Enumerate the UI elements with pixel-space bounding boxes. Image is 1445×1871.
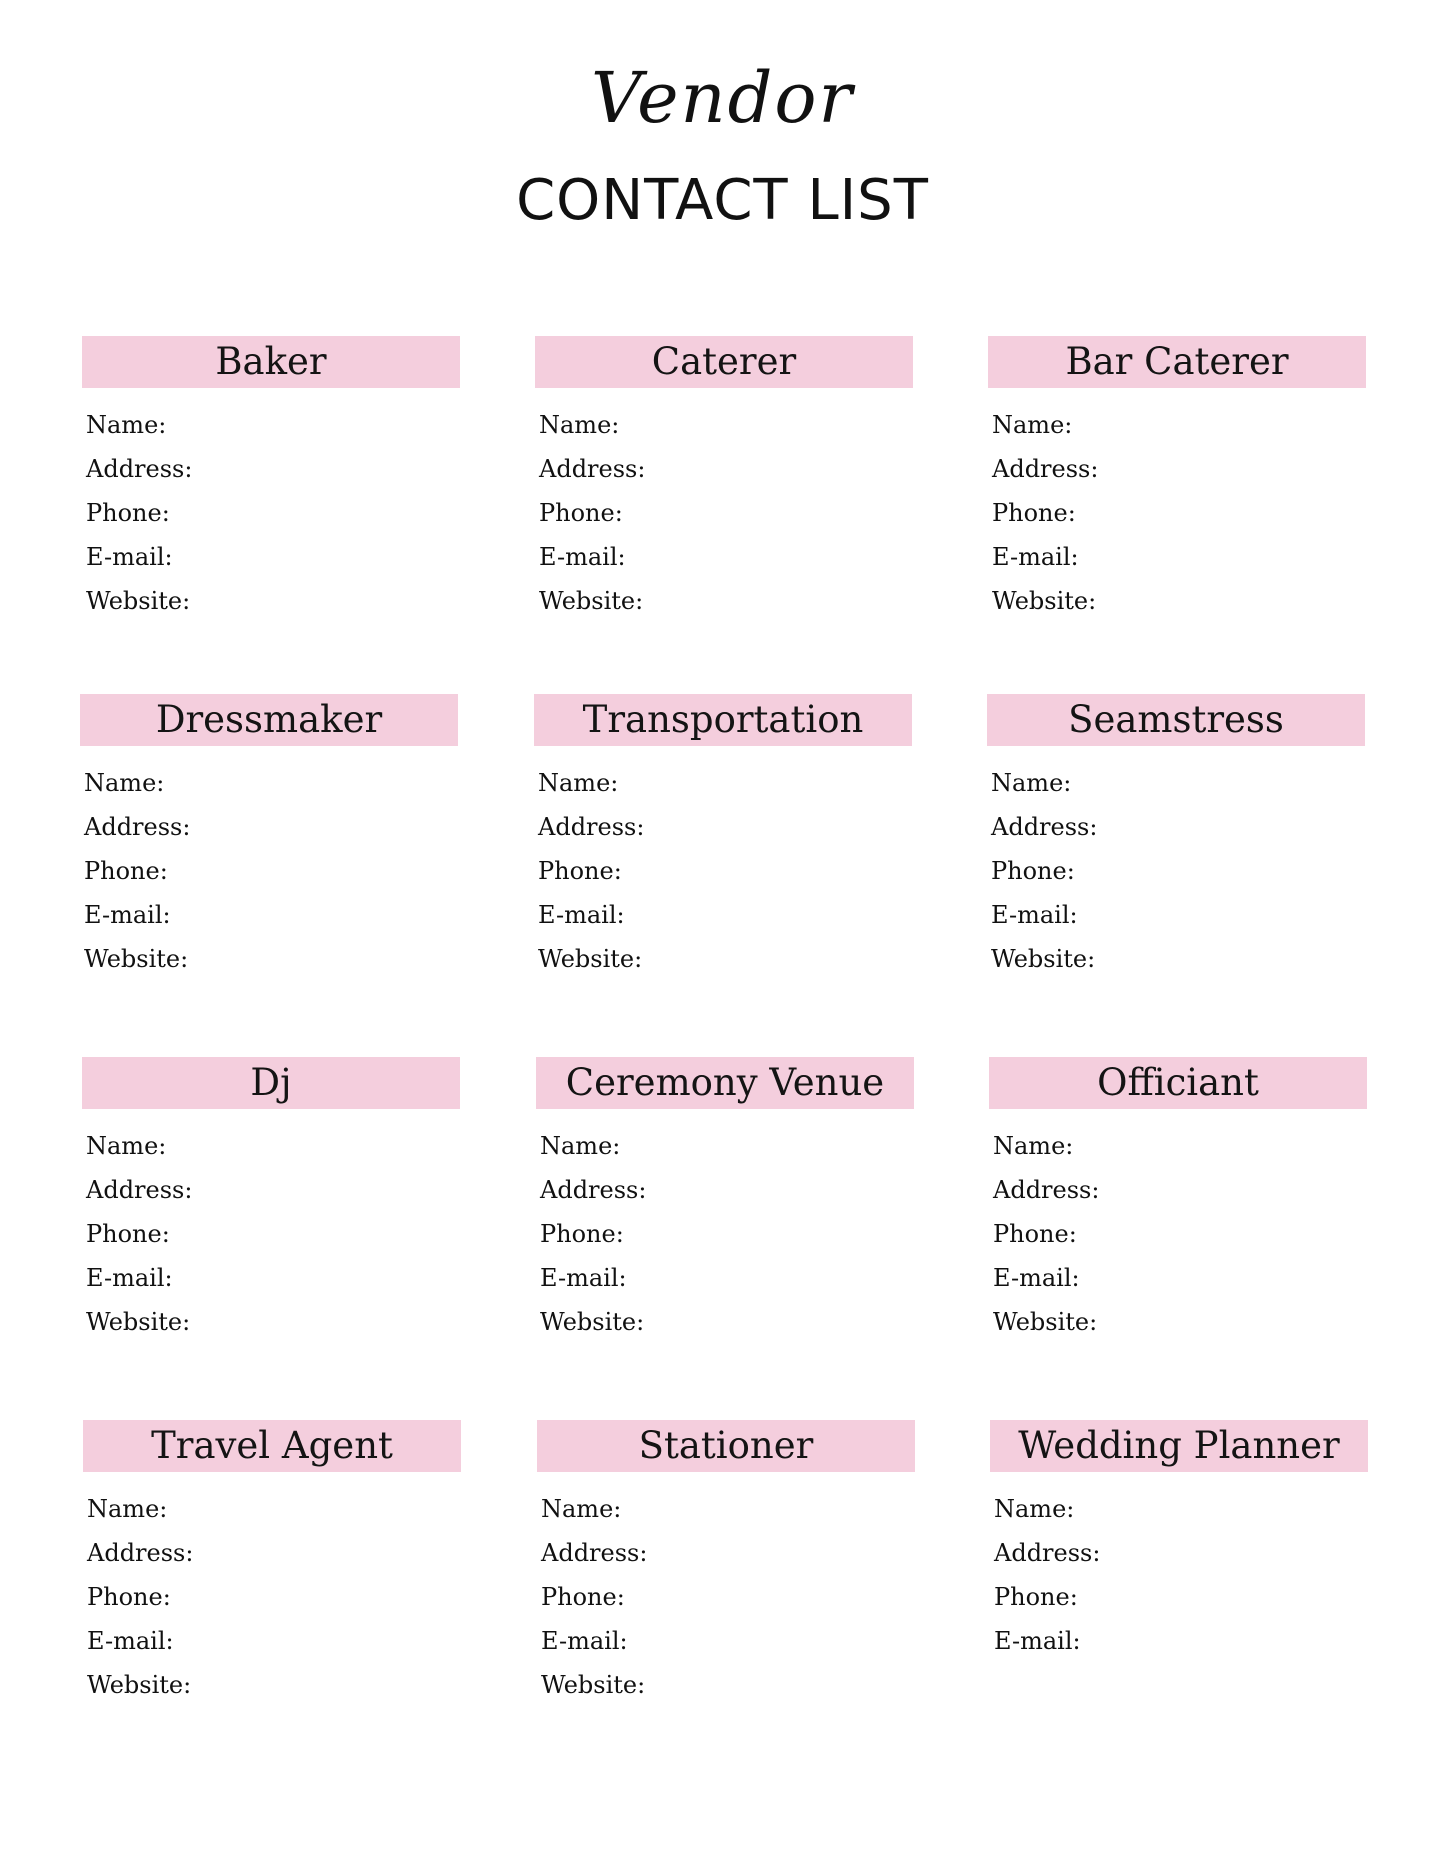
field-website: Website:	[540, 1308, 645, 1336]
field-list	[989, 1124, 1367, 1344]
page-header	[0, 0, 1445, 260]
field-phone: Phone:	[991, 857, 1075, 885]
vendor-card-dressmaker	[80, 694, 458, 981]
field-website: Website:	[541, 1671, 646, 1699]
field-email: E-mail:	[86, 543, 173, 571]
main-title: CONTACT LIST	[516, 168, 929, 233]
field-email: E-mail:	[540, 1264, 627, 1292]
field-list	[537, 1487, 915, 1707]
card-title: Bar Caterer	[988, 336, 1366, 388]
field-name: Name:	[991, 769, 1072, 797]
field-name: Name:	[993, 1132, 1074, 1160]
script-title: Vendor	[590, 57, 855, 139]
field-phone: Phone:	[539, 499, 623, 527]
field-list	[534, 761, 912, 981]
field-email: E-mail:	[994, 1627, 1081, 1655]
field-phone: Phone:	[993, 1220, 1077, 1248]
field-address: Address:	[540, 1176, 647, 1204]
field-website: Website:	[87, 1671, 192, 1699]
field-name: Name:	[86, 1132, 167, 1160]
vendor-card-seamstress	[987, 694, 1365, 981]
field-address: Address:	[86, 455, 193, 483]
card-title: Baker	[82, 336, 460, 388]
field-list	[82, 403, 460, 623]
field-website: Website:	[992, 587, 1097, 615]
field-address: Address:	[538, 813, 645, 841]
field-name: Name:	[541, 1495, 622, 1523]
card-title: Officiant	[989, 1057, 1367, 1109]
field-website: Website:	[538, 945, 643, 973]
field-website: Website:	[86, 1308, 191, 1336]
vendor-card-baker	[82, 336, 460, 623]
field-name: Name:	[540, 1132, 621, 1160]
field-website: Website:	[993, 1308, 1098, 1336]
card-title: Seamstress	[987, 694, 1365, 746]
vendor-card-transportation	[534, 694, 912, 981]
field-email: E-mail:	[84, 901, 171, 929]
field-email: E-mail:	[993, 1264, 1080, 1292]
field-address: Address:	[86, 1176, 193, 1204]
vendor-card-caterer	[535, 336, 913, 623]
field-name: Name:	[87, 1495, 168, 1523]
field-list	[80, 761, 458, 981]
card-title: Dressmaker	[80, 694, 458, 746]
field-email: E-mail:	[538, 901, 625, 929]
field-phone: Phone:	[994, 1583, 1078, 1611]
card-title: Stationer	[537, 1420, 915, 1472]
field-name: Name:	[994, 1495, 1075, 1523]
field-phone: Phone:	[84, 857, 168, 885]
vendor-card-ceremony-venue	[536, 1057, 914, 1344]
field-list	[83, 1487, 461, 1707]
field-address: Address:	[539, 455, 646, 483]
field-address: Address:	[994, 1539, 1101, 1567]
card-title: Transportation	[534, 694, 912, 746]
card-title: Ceremony Venue	[536, 1057, 914, 1109]
field-list	[536, 1124, 914, 1344]
field-list	[987, 761, 1365, 981]
field-address: Address:	[992, 455, 1099, 483]
field-website: Website:	[991, 945, 1096, 973]
field-phone: Phone:	[992, 499, 1076, 527]
card-title: Travel Agent	[83, 1420, 461, 1472]
card-title: Wedding Planner	[990, 1420, 1368, 1472]
vendor-card-wedding-planner	[990, 1420, 1368, 1663]
field-address: Address:	[991, 813, 1098, 841]
field-name: Name:	[84, 769, 165, 797]
vendor-card-travel-agent	[83, 1420, 461, 1707]
field-list	[535, 403, 913, 623]
vendor-card-stationer	[537, 1420, 915, 1707]
vendor-card-officiant	[989, 1057, 1367, 1344]
vendor-card-dj	[82, 1057, 460, 1344]
field-list	[82, 1124, 460, 1344]
field-name: Name:	[538, 769, 619, 797]
field-email: E-mail:	[992, 543, 1079, 571]
field-address: Address:	[993, 1176, 1100, 1204]
field-website: Website:	[539, 587, 644, 615]
field-list	[990, 1487, 1368, 1663]
field-phone: Phone:	[86, 1220, 170, 1248]
vendor-card-bar-caterer	[988, 336, 1366, 623]
field-website: Website:	[86, 587, 191, 615]
field-address: Address:	[541, 1539, 648, 1567]
card-title: Caterer	[535, 336, 913, 388]
field-phone: Phone:	[86, 499, 170, 527]
field-list	[988, 403, 1366, 623]
field-email: E-mail:	[87, 1627, 174, 1655]
field-email: E-mail:	[539, 543, 626, 571]
field-email: E-mail:	[541, 1627, 628, 1655]
field-phone: Phone:	[541, 1583, 625, 1611]
field-email: E-mail:	[991, 901, 1078, 929]
field-address: Address:	[84, 813, 191, 841]
field-name: Name:	[539, 411, 620, 439]
field-website: Website:	[84, 945, 189, 973]
field-phone: Phone:	[87, 1583, 171, 1611]
card-title: Dj	[82, 1057, 460, 1109]
field-name: Name:	[86, 411, 167, 439]
field-address: Address:	[87, 1539, 194, 1567]
field-phone: Phone:	[538, 857, 622, 885]
field-name: Name:	[992, 411, 1073, 439]
field-phone: Phone:	[540, 1220, 624, 1248]
field-email: E-mail:	[86, 1264, 173, 1292]
